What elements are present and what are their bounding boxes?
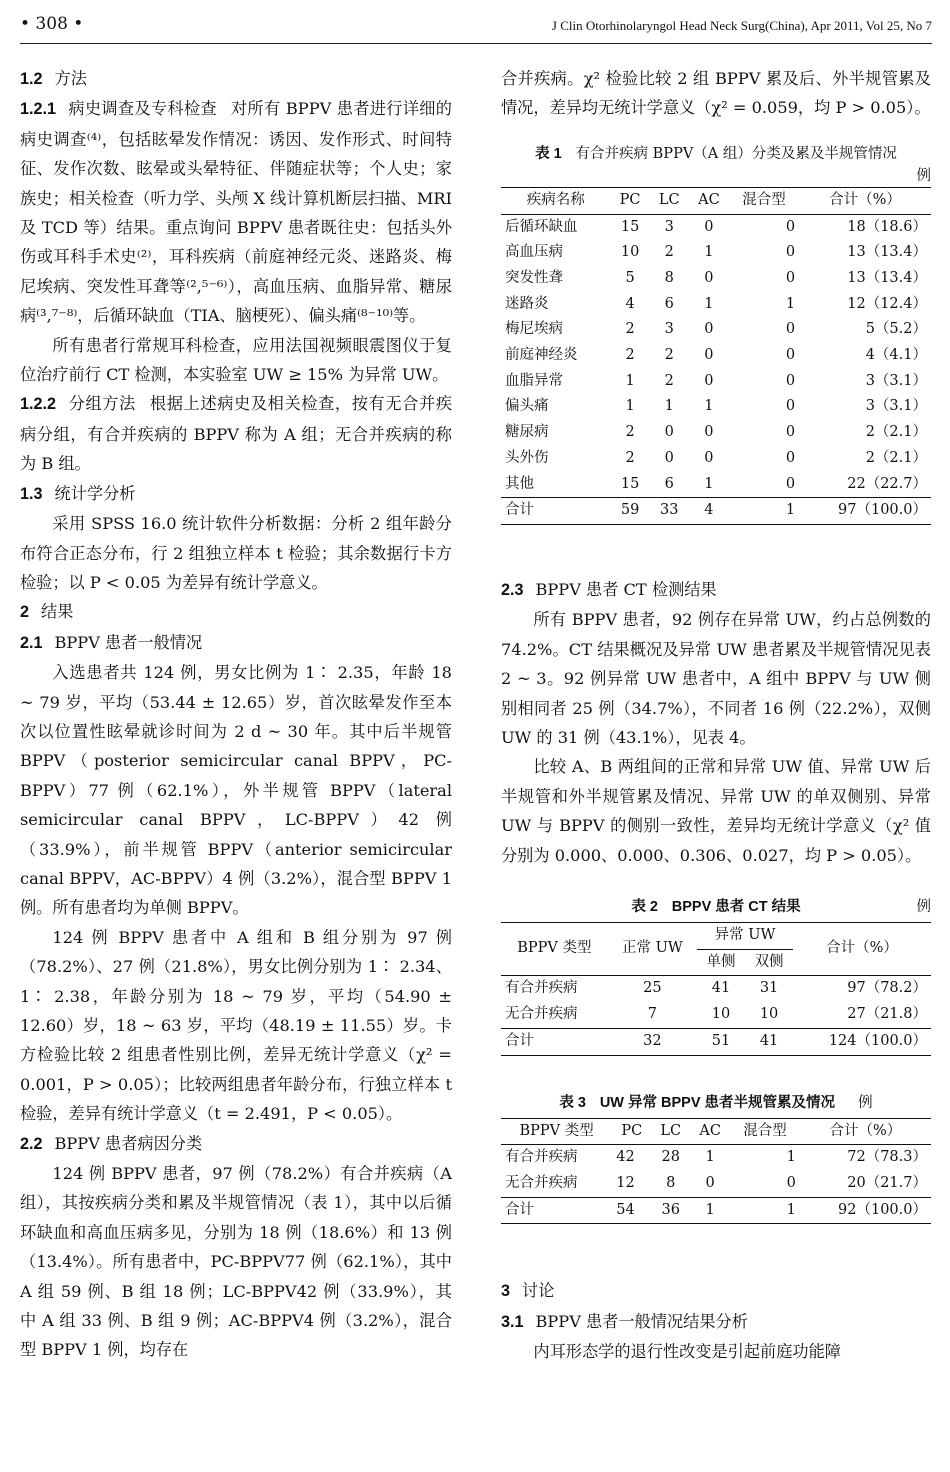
paragraph: 所有 BPPV 患者，92 例存在异常 UW，约占总例数的 74.2%。CT 结果概况及异常 UW 患者累及半规管情况见表 2 ~ 3。92 例异常 UW 患者中，A 组中 BPPV 与 UW 侧别相同者 25 例（34.7%），不同者 16 例（22.2%），双侧 UW 的 31 例（43.1%），见表 4。 xyxy=(501,610,931,747)
table-cell: 1 xyxy=(705,1201,715,1218)
table-cell: 0 xyxy=(786,1174,796,1191)
section-heading: 3 讨论 xyxy=(501,1281,555,1301)
table-cell: 0 xyxy=(785,372,796,389)
right-column xyxy=(501,64,931,1367)
table-cell: 1 xyxy=(785,502,796,519)
table-cell: 0 xyxy=(785,449,796,466)
table-cell: 6 xyxy=(664,475,674,492)
table-cell: 0 xyxy=(785,269,796,286)
table-1-title: 表 1 有合并疾病 BPPV（A 组）分类及累及半规管情况 xyxy=(535,145,897,162)
table-cell: 梅尼埃病 xyxy=(505,321,563,338)
table-cell: 31 xyxy=(759,980,779,997)
section-heading: 2 结果 xyxy=(20,602,74,622)
table-cell: 3 xyxy=(664,321,674,338)
table-cell: 高血压病 xyxy=(505,244,563,261)
table-cell: 2（2.1） xyxy=(865,424,927,441)
table-cell: 28 xyxy=(661,1149,680,1166)
table-1-unit: 例 xyxy=(916,167,931,184)
table-cell: 20（21.7） xyxy=(847,1174,927,1191)
section-heading: 2.1 BPPV 患者一般情况 xyxy=(20,632,203,652)
table-cell: 糖尿病 xyxy=(505,424,549,441)
table-row xyxy=(501,266,931,292)
table-cell: 0 xyxy=(704,347,714,364)
table-cell: 15 xyxy=(620,218,640,235)
table-cell: 2 xyxy=(625,424,635,441)
table-cell: 5 xyxy=(625,269,635,286)
paragraph: 合并疾病。χ² 检验比较 2 组 BPPV 累及后、外半规管累及情况，差异均无统计学意义（χ² = 0.059，均 P > 0.05）。 xyxy=(501,69,931,118)
table-cell: BPPV 类型 xyxy=(519,1122,594,1139)
table-cell: 合计（%） xyxy=(829,191,901,208)
page-number: • 308 • xyxy=(20,14,84,34)
table-row xyxy=(501,214,931,240)
table-cell: 0 xyxy=(785,398,796,415)
table-cell: 1 xyxy=(786,1201,796,1218)
paragraph: 比较 A、B 两组间的正常和异常 UW 值、异常 UW 后半规管和外半规管累及情况、异常 UW 的单双侧别、异常 UW 与 BPPV 的侧别一致性，差异均无统计学意义（χ² 值分别为 0.000、0.000、0.306、0.027，均 P > 0.05）。 xyxy=(501,757,931,865)
table-cell: 1 xyxy=(786,1149,796,1166)
table-cell: 13（13.4） xyxy=(847,244,927,261)
section-heading: 1.3 统计学分析 xyxy=(20,483,136,503)
table-cell: 0 xyxy=(704,269,714,286)
table-cell: 1 xyxy=(625,372,635,389)
paragraph: 所有患者行常规耳科检查，应用法国视频眼震图仪于复位治疗前行 CT 检测，本实验室 UW ≥ 15% 为异常 UW。 xyxy=(20,335,452,385)
table-cell: 5（5.2） xyxy=(865,321,927,338)
table-row xyxy=(501,292,931,318)
table-cell: 前庭神经炎 xyxy=(505,347,578,364)
paragraph: 1.2.1 病史调查及专科检查 对所有 BPPV 患者进行详细的病史调查⁽⁴⁾，包括眩晕发作情况：诱因、发作形式、时间特征、发作次数、眩晕或头晕特征、伴随症状等；个人史；家族史；相关检查（听力学、头颅 X 线计算机断层扫描、MRI 及 TCD 等）结果。重点询问 BPPV 患者既往史：包括头外伤或耳科手术史⁽²⁾，耳科疾病（前庭神经元炎、迷路炎、梅尼埃病、突发性耳聋等⁽²,⁵⁻⁶⁾），高血压病、血脂异常、糖尿病⁽³,⁷⁻⁸⁾，后循环缺血（TIA、脑梗死）、偏头痛⁽⁸⁻¹⁰⁾等。 xyxy=(20,99,452,326)
table-cell: 8 xyxy=(666,1174,676,1191)
table-cell: 0 xyxy=(664,424,674,441)
table-cell: 2 xyxy=(664,244,674,261)
table-cell: 混合型 xyxy=(742,191,786,208)
table-cell: 2 xyxy=(664,347,674,364)
table-cell: 合计（%） xyxy=(829,1122,902,1139)
table-cell: 后循环缺血 xyxy=(505,218,578,235)
table-cell: 2 xyxy=(625,449,635,466)
table-cell: 血脂异常 xyxy=(505,372,563,389)
table-2: BPPV 类型 正常 UW 异常 UW 合计（%） 单侧 双侧 有合并疾病 25 41 31 97（78.2） 无合并疾病 7 10 10 27（21.8） 合计 32 51 41 124（100.0） xyxy=(501,922,931,1056)
table-cell: 1 xyxy=(704,475,714,492)
table-cell: 22（22.7） xyxy=(847,475,927,492)
table-cell: 有合并疾病 xyxy=(505,1149,578,1166)
table-cell: 10 xyxy=(759,1006,779,1023)
table-row xyxy=(501,1145,931,1171)
table-cell: 头外伤 xyxy=(505,449,549,466)
table-3 xyxy=(501,1118,931,1225)
table-cell: AC xyxy=(698,191,720,208)
table-cell: 0 xyxy=(704,424,714,441)
table-cell: 4（4.1） xyxy=(865,347,927,364)
table-cell: 0 xyxy=(705,1174,715,1191)
table-cell: 2 xyxy=(625,347,635,364)
table-cell: AC xyxy=(699,1122,721,1139)
table-row xyxy=(501,394,931,420)
table-cell: 1 xyxy=(705,1149,715,1166)
table-cell: PC xyxy=(621,1122,643,1139)
table-cell: 3（3.1） xyxy=(865,398,927,415)
table-cell: 42 xyxy=(616,1149,635,1166)
table-cell: PC xyxy=(619,191,641,208)
table-cell: 1 xyxy=(664,398,674,415)
table-cell: 1 xyxy=(704,295,714,312)
section-heading: 1.2 方法 xyxy=(20,69,87,88)
table-cell: 92（100.0） xyxy=(838,1201,927,1218)
table-row xyxy=(501,369,931,395)
table-cell: 0 xyxy=(704,218,714,235)
table-cell: 4 xyxy=(625,295,635,312)
paragraph: 124 例 BPPV 患者，97 例（78.2%）有合并疾病（A 组），其按疾病分类和累及半规管情况（表 1），其中以后循环缺血和高血压病多见，分别为 18 例（18.6%）和 13 例（13.4%）。所有患者中，PC-BPPV77 例（62.1%），其中 A 组 59 例、B 组 18 例；LC-BPPV42 例（33.9%），其中 A 组 33 例、B 组 9 例；AC-BPPV4 例（3.2%），混合型 BPPV 1 例，均存在 xyxy=(20,1164,452,1360)
table-cell: 迷路炎 xyxy=(505,295,549,312)
table-total-row xyxy=(501,498,931,525)
section-heading: 3.1 BPPV 患者一般情况结果分析 xyxy=(501,1311,748,1331)
table-cell: 0 xyxy=(704,321,714,338)
table-cell: 0 xyxy=(785,475,796,492)
table-cell: 8 xyxy=(664,269,674,286)
table-cell: 7 xyxy=(647,1006,658,1023)
table-1 xyxy=(501,187,931,525)
journal-header: J Clin Otorhinolaryngol Head Neck Surg(China), Apr 2011, Vol 25, No 7 xyxy=(551,18,932,33)
table-cell: 32 xyxy=(643,1032,662,1049)
table-row xyxy=(501,317,931,343)
table-cell: 0 xyxy=(785,321,796,338)
table-cell: 12 xyxy=(616,1174,635,1191)
section-heading: 2.3 BPPV 患者 CT 检测结果 xyxy=(501,579,717,599)
table-cell: 3 xyxy=(664,218,674,235)
paragraph: 采用 SPSS 16.0 统计软件分析数据：分析 2 组年龄分布符合正态分布，行 2 组独立样本 t 检验；其余数据行卡方检验；以 P < 0.05 为差异有统计学意义。 xyxy=(20,514,452,592)
paragraph: 入选患者共 124 例，男女比例为 1∶ 2.35，年龄 18 ~ 79 岁，平均（53.44 ± 12.65）岁，首次眩晕发作至本次以位置性眩晕就诊时间为 2 d ~ 30 年。其中后半规管 BPPV（posterior semicircular canal BPPV，PC-BPPV）77 例（62.1%），外半规管 BPPV（lateral semicircular canal BPPV，LC-BPPV）42 例（33.9%），前半规管 BPPV（anterior semicircular canal BPPV，AC-BPPV）4 例（3.2%），混合型 BPPV 1 例。所有患者均为单侧 BPPV。 xyxy=(20,663,452,918)
table-row xyxy=(501,1002,931,1028)
table-cell: LC xyxy=(658,191,680,208)
table-cell: 10 xyxy=(620,244,640,261)
table-cell: 51 xyxy=(711,1032,731,1049)
table-cell: 72（78.3） xyxy=(847,1149,927,1166)
table-cell: 25 xyxy=(643,980,662,997)
table-row xyxy=(501,446,931,472)
table-cell: 1 xyxy=(704,244,714,261)
table-row xyxy=(501,240,931,266)
table-row xyxy=(501,472,931,498)
table-total-row xyxy=(501,1197,931,1224)
table-cell: 6 xyxy=(664,295,674,312)
table-cell: 36 xyxy=(661,1201,680,1218)
table-cell: 2 xyxy=(625,321,635,338)
table-cell: 其他 xyxy=(505,475,534,492)
table-cell: 0 xyxy=(785,424,796,441)
table-cell: 0 xyxy=(785,347,796,364)
table-cell: 97（100.0） xyxy=(838,502,927,519)
table-cell: 41 xyxy=(759,1032,779,1049)
table-cell: 54 xyxy=(616,1201,635,1218)
table-cell: 合计 xyxy=(505,1032,534,1049)
paragraph: 1.2.2 分组方法 根据上述病史及相关检查，按有无合并疾病分组，有合并疾病的 BPPV 称为 A 组；无合并疾病的称为 B 组。 xyxy=(20,394,453,474)
table-cell: 1 xyxy=(704,398,714,415)
table-total-row xyxy=(501,1028,931,1055)
table-cell: 13（13.4） xyxy=(847,269,927,286)
table-cell: 4 xyxy=(704,502,714,519)
table-cell: 41 xyxy=(711,980,731,997)
table-cell: 59 xyxy=(620,502,640,519)
paragraph: 124 例 BPPV 患者中 A 组和 B 组分别为 97 例（78.2%）、27 例（21.8%），男女比例分别为 1∶ 2.34、1∶ 2.38，年龄分别为 18 ~ 79 岁，平均（54.90 ± 12.60）岁，18 ~ 63 岁，平均（48.19 ± 11.55）岁。卡方检验比较 2 组患者性别比例，差异无统计学意义（χ² = 0.001，P > 0.05）；比较两组患者年龄分布，行独立样本 t 检验，差异有统计学意义（t = 2.491，P < 0.05）。 xyxy=(20,927,452,1124)
table-cell: 0 xyxy=(785,218,796,235)
table-cell: 0 xyxy=(704,372,714,389)
table-cell: 15 xyxy=(620,475,640,492)
table-cell: 97（78.2） xyxy=(847,980,927,997)
table-cell: 0 xyxy=(664,449,674,466)
table-cell: 1 xyxy=(785,295,796,312)
table-cell: 3（3.1） xyxy=(865,372,927,389)
section-heading: 2.2 BPPV 患者病因分类 xyxy=(20,1133,203,1153)
table-row xyxy=(501,976,931,1002)
table-cell: LC xyxy=(660,1122,682,1139)
table-row xyxy=(501,420,931,446)
table-cell: 疾病名称 xyxy=(526,191,585,208)
paragraph: 内耳形态学的退行性改变是引起前庭功能障 xyxy=(533,1342,841,1362)
table-cell: 1 xyxy=(625,398,635,415)
table-cell: 124（100.0） xyxy=(828,1032,927,1049)
table-cell: 18（18.6） xyxy=(847,218,927,235)
table-cell: 有合并疾病 xyxy=(505,980,578,997)
table-2-title: 表 2 BPPV 患者 CT 结果 例 xyxy=(631,899,931,916)
table-cell: 偏头痛 xyxy=(505,398,549,415)
table-cell: 10 xyxy=(711,1006,731,1023)
table-cell: 12（12.4） xyxy=(847,295,927,312)
table-cell: 0 xyxy=(704,449,714,466)
table-row xyxy=(501,343,931,369)
table-cell: 突发性聋 xyxy=(505,269,563,286)
table-cell: 混合型 xyxy=(743,1122,787,1139)
table-cell: 合计 xyxy=(505,502,534,519)
table-cell: 0 xyxy=(785,244,796,261)
table-cell: 2（2.1） xyxy=(865,449,927,466)
table-row xyxy=(501,1171,931,1197)
table-cell: 无合并疾病 xyxy=(505,1174,578,1191)
header-rule xyxy=(20,43,932,44)
table-cell: 2 xyxy=(664,372,674,389)
table-cell: 33 xyxy=(660,502,679,519)
table-cell: 合计 xyxy=(505,1201,534,1218)
table-cell: 27（21.8） xyxy=(847,1006,927,1023)
table-3-title: 表 3 UW 异常 BPPV 患者半规管累及情况 例 xyxy=(559,1094,873,1111)
table-cell: 无合并疾病 xyxy=(505,1006,578,1023)
left-column xyxy=(20,64,452,1365)
